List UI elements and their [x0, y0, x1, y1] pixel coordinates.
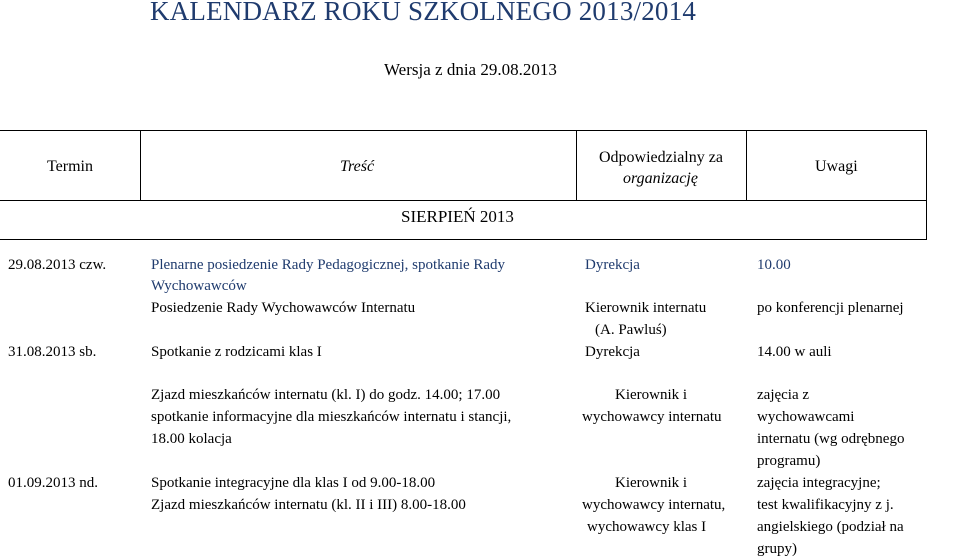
- row5-responsible-line2: wychowawcy internatu,: [582, 497, 726, 513]
- row1-notes: 10.00: [757, 257, 791, 273]
- row4-content-line2: spotkanie informacyjne dla mieszkańców internatu i stancji,: [151, 409, 512, 425]
- row4-notes-line3: internatu (wg odrębnego: [757, 431, 905, 447]
- header-tresc: Treść: [340, 158, 375, 175]
- row3-content: Spotkanie z rodzicami klas I: [151, 344, 322, 360]
- month-bottom-border: [0, 239, 927, 240]
- row5-content-line2: Zjazd mieszkańców internatu (kl. II i III) 8.00-18.00: [151, 497, 466, 513]
- row5-responsible-line1: Kierownik i: [615, 475, 688, 491]
- row1-responsible: Dyrekcja: [585, 257, 640, 273]
- header-uwagi: Uwagi: [815, 158, 858, 175]
- header-odpowiedzialny-line1: Odpowiedzialny za: [599, 149, 723, 166]
- row5-responsible-line3: wychowawcy klas I: [587, 519, 707, 535]
- row4-notes-line1: zajęcia z: [757, 387, 810, 403]
- row3-responsible: Dyrekcja: [585, 344, 640, 360]
- header-termin: Termin: [47, 158, 93, 175]
- row4-notes-line4: programu): [757, 453, 821, 469]
- header-odpowiedzialny-line2: organizację: [623, 170, 698, 187]
- row5-notes-line1: zajęcia integracyjne;: [757, 475, 881, 491]
- col-divider-2: [576, 130, 577, 201]
- row1-date: 29.08.2013 czw.: [8, 257, 107, 273]
- row4-notes-line2: wychowawcami: [757, 409, 855, 425]
- row5-content-line1: Spotkanie integracyjne dla klas I od 9.00-18.00: [151, 475, 436, 491]
- row5-notes-line4: grupy): [757, 541, 797, 557]
- version-date: Wersja z dnia 29.08.2013: [384, 60, 557, 79]
- row1-content-line2: Wychowawców: [151, 278, 247, 294]
- document-title: KALENDARZ ROKU SZKOLNEGO 2013/2014: [150, 0, 697, 26]
- row2-responsible-line2: (A. Pawluś): [595, 322, 667, 338]
- col-divider-3: [746, 130, 747, 201]
- row3-date: 31.08.2013 sb.: [8, 344, 97, 360]
- row5-date: 01.09.2013 nd.: [8, 475, 98, 491]
- row4-content-line1: Zjazd mieszkańców internatu (kl. I) do godz. 14.00; 17.00: [151, 387, 501, 403]
- row5-notes-line2: test kwalifikacyjny z j.: [757, 497, 894, 513]
- row2-responsible-line1: Kierownik internatu: [585, 300, 707, 316]
- table-right-border: [926, 130, 927, 240]
- row4-responsible-line2: wychowawcy internatu: [582, 409, 722, 425]
- row4-responsible-line1: Kierownik i: [615, 387, 688, 403]
- col-divider-1: [140, 130, 141, 201]
- row5-notes-line3: angielskiego (podział na: [757, 519, 904, 535]
- row1-content-line1: Plenarne posiedzenie Rady Pedagogicznej, spotkanie Rady: [151, 257, 506, 273]
- row4-content-line3: 18.00 kolacja: [151, 431, 232, 447]
- row3-notes: 14.00 w auli: [757, 344, 832, 360]
- row2-content: Posiedzenie Rady Wychowawców Internatu: [151, 300, 416, 316]
- month-heading: SIERPIEŃ 2013: [401, 207, 514, 226]
- row2-notes: po konferencji plenarnej: [757, 300, 904, 316]
